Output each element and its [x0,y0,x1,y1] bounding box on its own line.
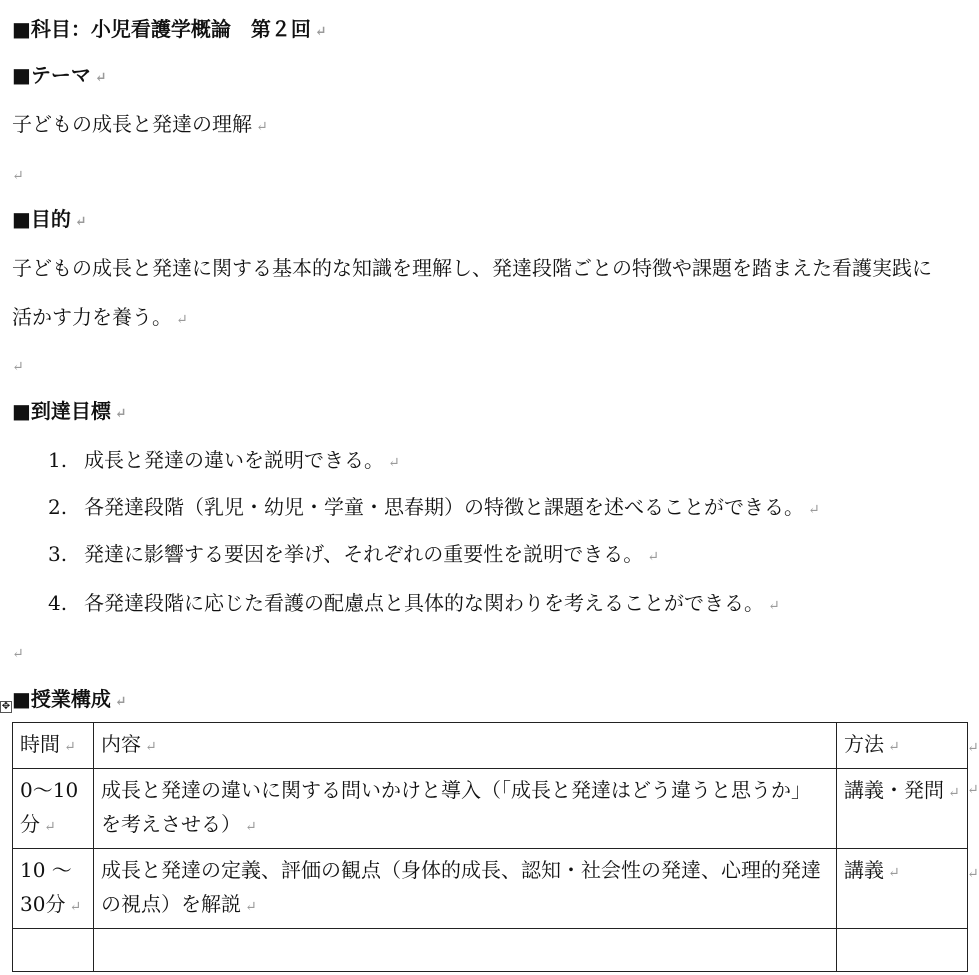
purpose-line-2 [12,302,188,332]
table-move-handle-icon[interactable]: ✥ [1,701,11,712]
paragraph-mark: ↵ [256,119,268,135]
structure-heading [12,684,127,714]
goal-item-1 [48,445,400,478]
cell-method[interactable] [837,929,968,972]
paragraph-mark: ↵ [44,819,56,835]
table-row [13,769,968,849]
paragraph-mark: ↵ [145,739,157,755]
paragraph-mark: ↵ [69,899,82,915]
row-end-mark: ↵ [967,866,979,882]
purpose-text-2: 活かす力を養う。 [12,305,172,329]
paragraph-mark: ↵ [314,24,327,40]
empty-line [12,158,24,188]
table-row [13,849,968,929]
paragraph-mark: ↵ [12,359,24,375]
purpose-text-1: 子どもの成長と発達に関する基本的な知識を理解し、発達段階ごとの特徴や課題を踏まえた看護実践に [12,256,932,280]
theme-text-content: 子どもの成長と発達の理解 [12,112,252,136]
cell-time[interactable] [13,929,94,972]
goal-item-2 [48,492,820,525]
paragraph-mark: ↵ [12,168,24,184]
cell-time[interactable]: 10 ～ 30分 ↵ [13,849,94,929]
paragraph-mark: ↵ [948,785,960,801]
header-cell-time[interactable]: 時間 ↵ [13,723,94,769]
paragraph-mark: ↵ [768,598,780,614]
structure-heading-text: ■授業構成 [12,687,111,711]
goal-text: 各発達段階（乳児・幼児・学童・思春期）の特徴と課題を述べることができる。 [84,495,804,519]
paragraph-mark: ↵ [64,739,76,755]
paragraph-mark: ↵ [114,694,127,710]
purpose-line-1 [12,253,932,283]
row-end-mark: ↵ [967,782,979,798]
table-row [13,929,968,972]
paragraph-mark: ↵ [245,899,257,915]
cell-method[interactable]: 講義 ↵ [837,849,968,929]
goals-heading-text: ■到達目標 [12,399,111,423]
goal-number: 1. [48,448,68,472]
goal-number: 2. [48,495,68,519]
purpose-heading [12,204,87,234]
cell-method[interactable]: 講義・発問 ↵ [837,769,968,849]
paragraph-mark: ↵ [74,214,87,230]
theme-heading-text: ■テーマ [12,63,91,87]
row-end-mark: ↵ [967,740,979,756]
paragraph-mark: ↵ [808,502,820,518]
cell-time[interactable]: 0～10分 ↵ [13,769,94,849]
class-structure-table [12,722,968,972]
theme-text [12,109,268,139]
paragraph-mark: ↵ [388,455,400,471]
course-title-text: ■科目：小児看護学概論 第２回 [12,17,311,41]
paragraph-mark: ↵ [647,549,659,565]
paragraph-mark: ↵ [12,646,24,662]
goal-number: 4. [48,591,68,615]
goal-text: 発達に影響する要因を挙げ、それぞれの重要性を説明できる。 [84,542,644,566]
empty-line [12,636,24,666]
empty-line [12,349,24,379]
paragraph-mark: ↵ [94,70,107,86]
paragraph-mark: ↵ [888,739,900,755]
table-header-row [13,723,968,769]
goals-heading [12,396,127,426]
paragraph-mark: ↵ [888,865,900,881]
cell-content[interactable] [94,929,837,972]
goal-text: 各発達段階に応じた看護の配慮点と具体的な関わりを考えることができる。 [84,591,764,615]
goal-item-3 [48,539,659,572]
course-title [12,14,327,44]
goal-number: 3. [48,542,68,566]
cell-content[interactable]: 成長と発達の違いに関する問いかけと導入（「成長と発達はどう違うと思うか」を考えさせる） ↵ [94,769,837,849]
paragraph-mark: ↵ [245,819,257,835]
paragraph-mark: ↵ [114,406,127,422]
theme-heading [12,60,107,90]
paragraph-mark: ↵ [176,312,188,328]
purpose-heading-text: ■目的 [12,207,71,231]
header-cell-content[interactable]: 内容 ↵ [94,723,837,769]
cell-content[interactable]: 成長と発達の定義、評価の観点（身体的成長、認知・社会性の発達、心理的発達の視点）を解説 ↵ [94,849,837,929]
goal-item-4 [48,588,780,621]
goal-text: 成長と発達の違いを説明できる。 [84,448,384,472]
header-cell-method[interactable]: 方法 ↵ [837,723,968,769]
